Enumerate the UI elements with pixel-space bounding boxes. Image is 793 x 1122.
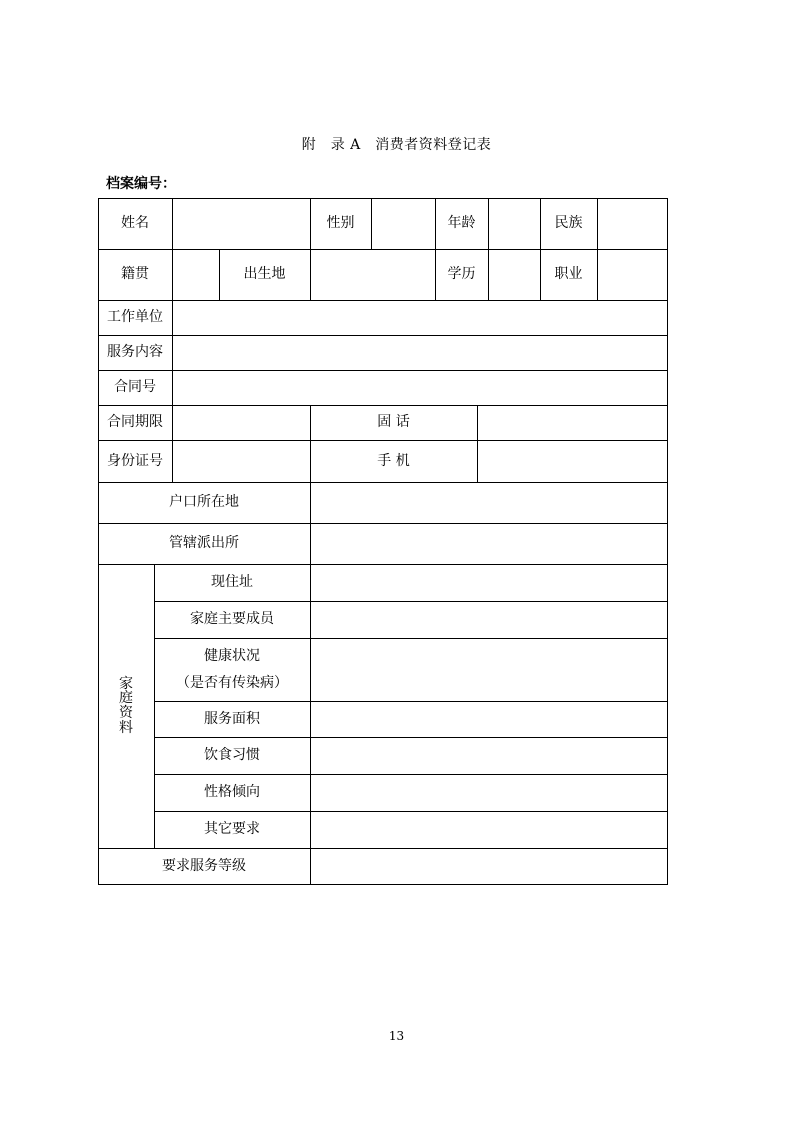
id-number-field[interactable] [172,440,310,482]
gender-label: 性别 [326,215,355,232]
household-location-label: 户口所在地 [169,494,239,511]
birthplace-label: 出生地 [243,266,286,283]
id-number-label: 身份证号 [107,452,163,469]
current-address-field[interactable] [310,564,667,601]
mobile-field[interactable] [477,440,667,482]
archive-number-label: 档案编号： [106,176,176,192]
current-address-label: 现住址 [211,574,253,591]
family-section-char: 料 [119,719,133,736]
work-unit-field[interactable] [172,300,667,335]
occupation-field[interactable] [597,249,667,300]
health-status-field[interactable] [310,638,667,701]
page-number: 13 [388,1029,405,1043]
landline-field[interactable] [477,405,667,440]
family-members-field[interactable] [310,601,667,638]
health-status-note: （是否有传染病） [176,674,288,691]
native-place-field[interactable] [172,249,219,300]
age-label: 年龄 [447,215,476,232]
police-station-label: 管辖派出所 [169,535,239,552]
service-content-label: 服务内容 [107,344,163,361]
service-level-label: 要求服务等级 [162,857,246,874]
mobile-label: 手 机 [377,452,410,469]
registration-form [98,198,668,885]
age-field[interactable] [488,198,540,249]
name-label: 姓名 [121,215,149,232]
grid-line [667,198,668,885]
landline-label: 固 话 [377,414,410,431]
name-field[interactable] [172,198,310,249]
education-field[interactable] [488,249,540,300]
contract-no-label: 合同号 [114,379,156,396]
native-place-label: 籍贯 [121,266,149,283]
contract-no-field[interactable] [172,370,667,405]
birthplace-field[interactable] [310,249,435,300]
police-station-field[interactable] [310,523,667,564]
ethnicity-label: 民族 [554,215,583,232]
occupation-label: 职业 [554,266,583,283]
grid-line [98,884,668,885]
service-level-field[interactable] [310,848,667,884]
education-label: 学历 [447,266,476,283]
health-status-label [154,638,310,701]
gender-field[interactable] [371,198,435,249]
service-content-field[interactable] [172,335,667,370]
diet-habits-field[interactable] [310,737,667,774]
family-section-char: 资 [119,705,133,721]
diet-habits-label: 饮食习惯 [204,747,260,764]
work-unit-label: 工作单位 [107,309,163,326]
ethnicity-field[interactable] [597,198,667,249]
household-location-field[interactable] [310,482,667,523]
other-requirements-label: 其它要求 [204,821,260,838]
health-status-line: 健康状况 [204,647,260,664]
contract-term-label: 合同期限 [107,414,163,431]
contract-term-field[interactable] [172,405,310,440]
family-members-label: 家庭主要成员 [190,611,274,628]
service-area-field[interactable] [310,701,667,737]
family-section-char: 家 [119,675,133,692]
service-area-label: 服务面积 [204,710,260,727]
page-title: 附 录 A 消费者资料登记表 [301,137,492,153]
other-requirements-field[interactable] [310,811,667,848]
personality-label: 性格倾向 [204,784,260,801]
family-section-char: 庭 [119,690,133,707]
family-section-label [98,564,154,848]
personality-field[interactable] [310,774,667,811]
